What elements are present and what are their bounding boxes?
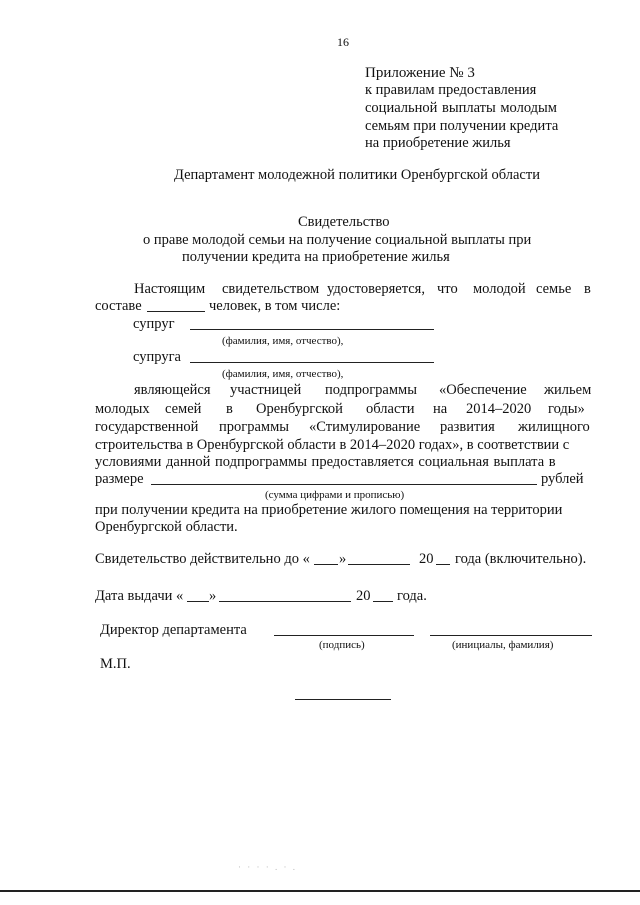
- text-word: развития: [440, 419, 495, 435]
- day-line: [187, 601, 209, 602]
- text-word: «Обеспечение: [439, 382, 527, 398]
- text-word: жилищного: [518, 419, 590, 435]
- blank-line: [147, 311, 205, 312]
- text-word: размере: [95, 471, 144, 487]
- text-line: при получении кредита на приобретение жилого помещения на территории: [95, 502, 563, 518]
- text-word: государственной: [95, 419, 199, 435]
- text-word: человек, в том числе:: [209, 298, 341, 314]
- text-word: области: [366, 401, 415, 417]
- day-line: [314, 564, 338, 565]
- sum-caption: (сумма цифрами и прописью): [265, 489, 405, 501]
- text-word: молодых: [95, 401, 150, 417]
- spouse-male-label: супруг: [133, 316, 175, 332]
- fio-caption: (фамилия, имя, отчество),: [222, 335, 344, 347]
- text-word: 2014–2020: [466, 401, 532, 417]
- certificate-subtitle: получении кредита на приобретение жилья: [182, 249, 450, 265]
- page-number: 16: [337, 35, 349, 49]
- text-word: жильем: [544, 382, 592, 398]
- text-line: условиями данной подпрограммы предоставляется социальная выплата в: [95, 454, 556, 470]
- text-word: в: [226, 401, 233, 417]
- seal-label: М.П.: [100, 656, 131, 672]
- text-word: Дата выдачи «: [95, 588, 184, 604]
- appendix-line: на приобретение жилья: [365, 135, 511, 151]
- text-word: программы: [219, 419, 289, 435]
- text-word: молодой: [473, 281, 526, 297]
- text-word: года (включительно).: [455, 551, 587, 567]
- text-word: подпрограммы: [325, 382, 417, 398]
- year-line: [436, 564, 450, 565]
- certificate-subtitle: о праве молодой семьи на получение социальной выплаты при: [143, 232, 532, 248]
- text-word: »: [339, 551, 347, 567]
- text-word: что: [437, 281, 458, 297]
- text-word: являющейся: [134, 382, 211, 398]
- signature-line: [274, 635, 414, 636]
- text-word: 20: [356, 588, 371, 604]
- name-caption: (инициалы, фамилия): [452, 639, 554, 651]
- text-line: Оренбургской области.: [95, 519, 238, 535]
- spouse-female-line: [190, 362, 434, 363]
- text-word: 20: [419, 551, 434, 567]
- month-line: [219, 601, 351, 602]
- text-word: »: [209, 588, 217, 604]
- text-word: семье: [536, 281, 572, 297]
- certificate-title: Свидетельство: [298, 214, 390, 230]
- text-word: года.: [397, 588, 427, 604]
- appendix-line: семьям при получении кредита: [365, 118, 559, 134]
- text-word: Свидетельство действительно до «: [95, 551, 310, 567]
- text-line: строительства в Оренбургской области в 2014–2020 годах», в соответствии с: [95, 437, 570, 453]
- appendix-line: социальной выплаты молодым: [365, 100, 557, 116]
- spouse-male-line: [190, 329, 434, 330]
- text-word: участницей: [230, 382, 302, 398]
- name-line: [430, 635, 592, 636]
- text-word: семей: [165, 401, 202, 417]
- appendix-title: Приложение № 3: [365, 65, 475, 81]
- text-word: в: [584, 281, 591, 297]
- department-name: Департамент молодежной политики Оренбургской области: [174, 167, 540, 183]
- text-word: на: [433, 401, 448, 417]
- text-word: Оренбургской: [256, 401, 343, 417]
- text-word: годы»: [548, 401, 585, 417]
- scan-artifact: · · · · . · .: [238, 862, 297, 872]
- bottom-border: [0, 890, 640, 892]
- text-word: рублей: [541, 471, 584, 487]
- amount-line: [151, 484, 537, 485]
- appendix-line: к правилам предоставления: [365, 82, 537, 98]
- year-line: [373, 601, 393, 602]
- spouse-female-label: супруга: [133, 349, 181, 365]
- text-word: свидетельством: [222, 281, 320, 297]
- fio-caption: (фамилия, имя, отчество),: [222, 368, 344, 380]
- month-line: [348, 564, 410, 565]
- signature-caption: (подпись): [319, 639, 365, 651]
- text-word: Настоящим: [134, 281, 206, 297]
- text-word: «Стимулирование: [309, 419, 421, 435]
- text-word: составе: [95, 298, 142, 314]
- text-word: удостоверяется,: [327, 281, 425, 297]
- director-label: Директор департамента: [100, 622, 247, 638]
- end-separator: [295, 699, 391, 700]
